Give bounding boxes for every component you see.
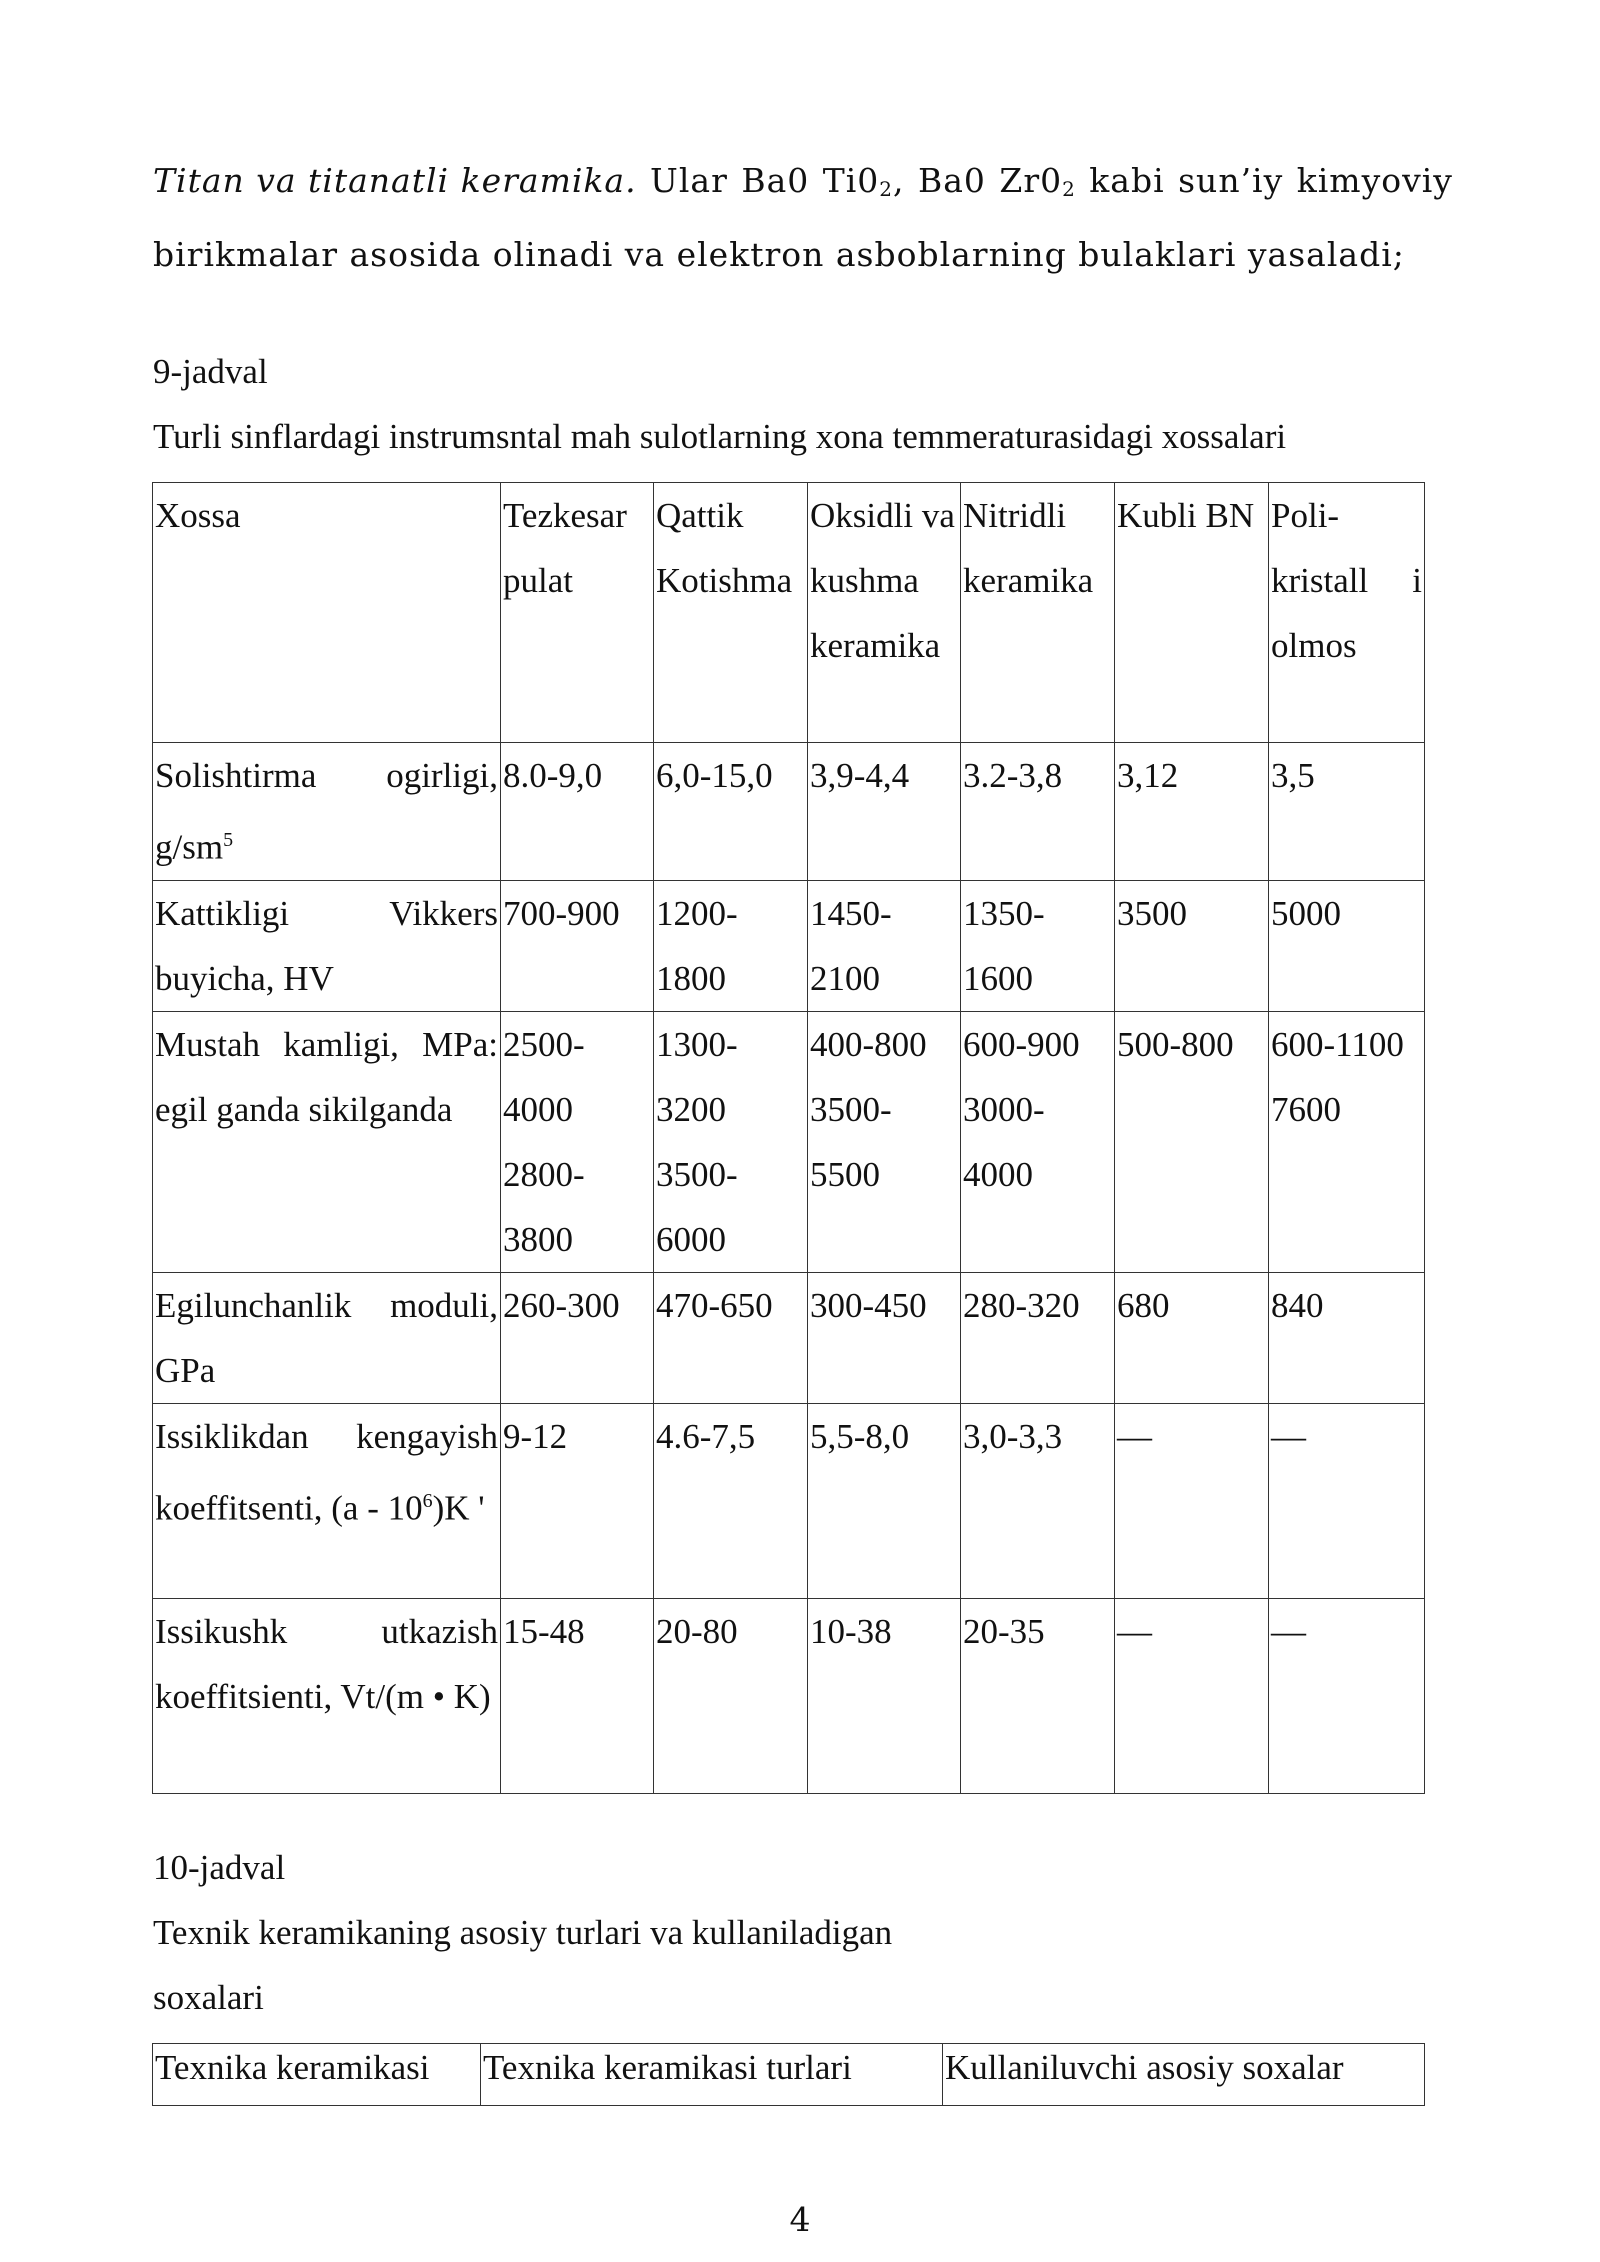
column-header: Kubli BN (1115, 483, 1269, 743)
value-cell: 9-12 (501, 1403, 654, 1598)
property-cell: Issiklikdan kengayish koeffitsenti, $(a - 10^6)K$ ' (153, 1403, 501, 1598)
value-cell: — (1269, 1598, 1425, 1793)
table9-label: 9-jadval (153, 352, 268, 391)
column-header: Qattik Kotishma (654, 483, 808, 743)
column-header: Oksidli va kushma keramika (808, 483, 961, 743)
value-cell: 260-300 (501, 1272, 654, 1403)
value-cell: 1300-3200 3500-6000 (654, 1011, 808, 1272)
column-header: Tezkesar pulat (501, 483, 654, 743)
intro-word: sun’iy (1178, 161, 1284, 200)
column-header: Texnika keramikasi (153, 2044, 481, 2106)
value-cell: 600-1100 7600 (1269, 1011, 1425, 1272)
value-cell: 280-320 (961, 1272, 1115, 1403)
formula-tio2: $Ti0_2$, (822, 161, 905, 201)
intro-word: Ba0 (741, 161, 810, 200)
value-cell: 680 (1115, 1272, 1269, 1403)
value-cell: 3,5 (1269, 743, 1425, 881)
value-cell: 500-800 (1115, 1011, 1269, 1272)
italic-heading-titan: Titan va titanatli keramika. (153, 161, 637, 200)
table-row (153, 1598, 1425, 1793)
table9-header-row (153, 483, 1425, 743)
property-cell: Mustah kamligi, MPa: egil ganda sikilganda (153, 1011, 501, 1272)
table-row (153, 743, 1425, 881)
property-cell: Egilunchanlik moduli, GPa (153, 1272, 501, 1403)
column-header: Poli-kristall i olmos (1269, 483, 1425, 743)
value-cell: 700-900 (501, 880, 654, 1011)
value-cell: 3,0-3,3 (961, 1403, 1115, 1598)
value-cell: 8.0-9,0 (501, 743, 654, 881)
value-cell: 3500 (1115, 880, 1269, 1011)
value-cell: 470-650 (654, 1272, 808, 1403)
intro-line-2: birikmalar asosida olinadi va elektron asboblarning bulaklari yasaladi; (153, 235, 1405, 274)
value-cell: 20-35 (961, 1598, 1115, 1793)
value-cell: — (1269, 1403, 1425, 1598)
table10-header-row (153, 2044, 1425, 2106)
table-row (153, 1272, 1425, 1403)
value-cell: 4.6-7,5 (654, 1403, 808, 1598)
value-cell: 2500-4000 2800-3800 (501, 1011, 654, 1272)
column-header: Kullaniluvchi asosiy soxalar (943, 2044, 1425, 2106)
value-cell: 3,9-4,4 (808, 743, 961, 881)
intro-word: Ba0 (918, 161, 986, 200)
intro-word: kimyoviy (1296, 161, 1453, 200)
value-cell: 3.2-3,8 (961, 743, 1115, 881)
value-cell: 1350-1600 (961, 880, 1115, 1011)
value-cell: 1200-1800 (654, 880, 808, 1011)
value-cell: 3,12 (1115, 743, 1269, 881)
value-cell: 5,5-8,0 (808, 1403, 961, 1598)
intro-paragraph (153, 148, 1453, 288)
value-cell: 10-38 (808, 1598, 961, 1793)
value-cell: — (1115, 1598, 1269, 1793)
intro-line-1 (153, 148, 1453, 222)
page-number: 4 (789, 2200, 811, 2239)
property-cell: Issikushk utkazish koeffitsienti, Vt/(m • K) (153, 1598, 501, 1793)
property-cell: Solishtirma ogirligi, $g/sm^5$ (153, 743, 501, 881)
table10 (152, 2043, 1425, 2106)
column-header: Nitridli keramika (961, 483, 1115, 743)
table10-title-line2: soxalari (153, 1978, 264, 2017)
value-cell: 840 (1269, 1272, 1425, 1403)
value-cell: 600-900 3000-4000 (961, 1011, 1115, 1272)
value-cell: 1450-2100 (808, 880, 961, 1011)
table9-title: Turli sinflardagi instrumsntal mah sulotlarning xona temmeraturasidagi xossalari (153, 417, 1287, 456)
table-row (153, 1011, 1425, 1272)
column-header: Texnika keramikasi turlari (481, 2044, 943, 2106)
table-row (153, 880, 1425, 1011)
intro-word: Ular (650, 161, 728, 200)
formula-zro2: $Zr0_2$ (999, 161, 1076, 201)
column-header: Xossa (153, 483, 501, 743)
value-cell: 300-450 (808, 1272, 961, 1403)
value-cell: 400-800 3500-5500 (808, 1011, 961, 1272)
table10-label: 10-jadval (153, 1848, 286, 1887)
value-cell: 15-48 (501, 1598, 654, 1793)
table9 (152, 482, 1425, 1794)
value-cell: — (1115, 1403, 1269, 1598)
value-cell: 20-80 (654, 1598, 808, 1793)
table-row (153, 1403, 1425, 1598)
intro-word: kabi (1089, 161, 1165, 200)
property-cell: Kattikligi Vikkers buyicha, HV (153, 880, 501, 1011)
table10-title-line1: Texnik keramikaning asosiy turlari va kullaniladigan (153, 1913, 893, 1952)
value-cell: 5000 (1269, 880, 1425, 1011)
value-cell: 6,0-15,0 (654, 743, 808, 881)
